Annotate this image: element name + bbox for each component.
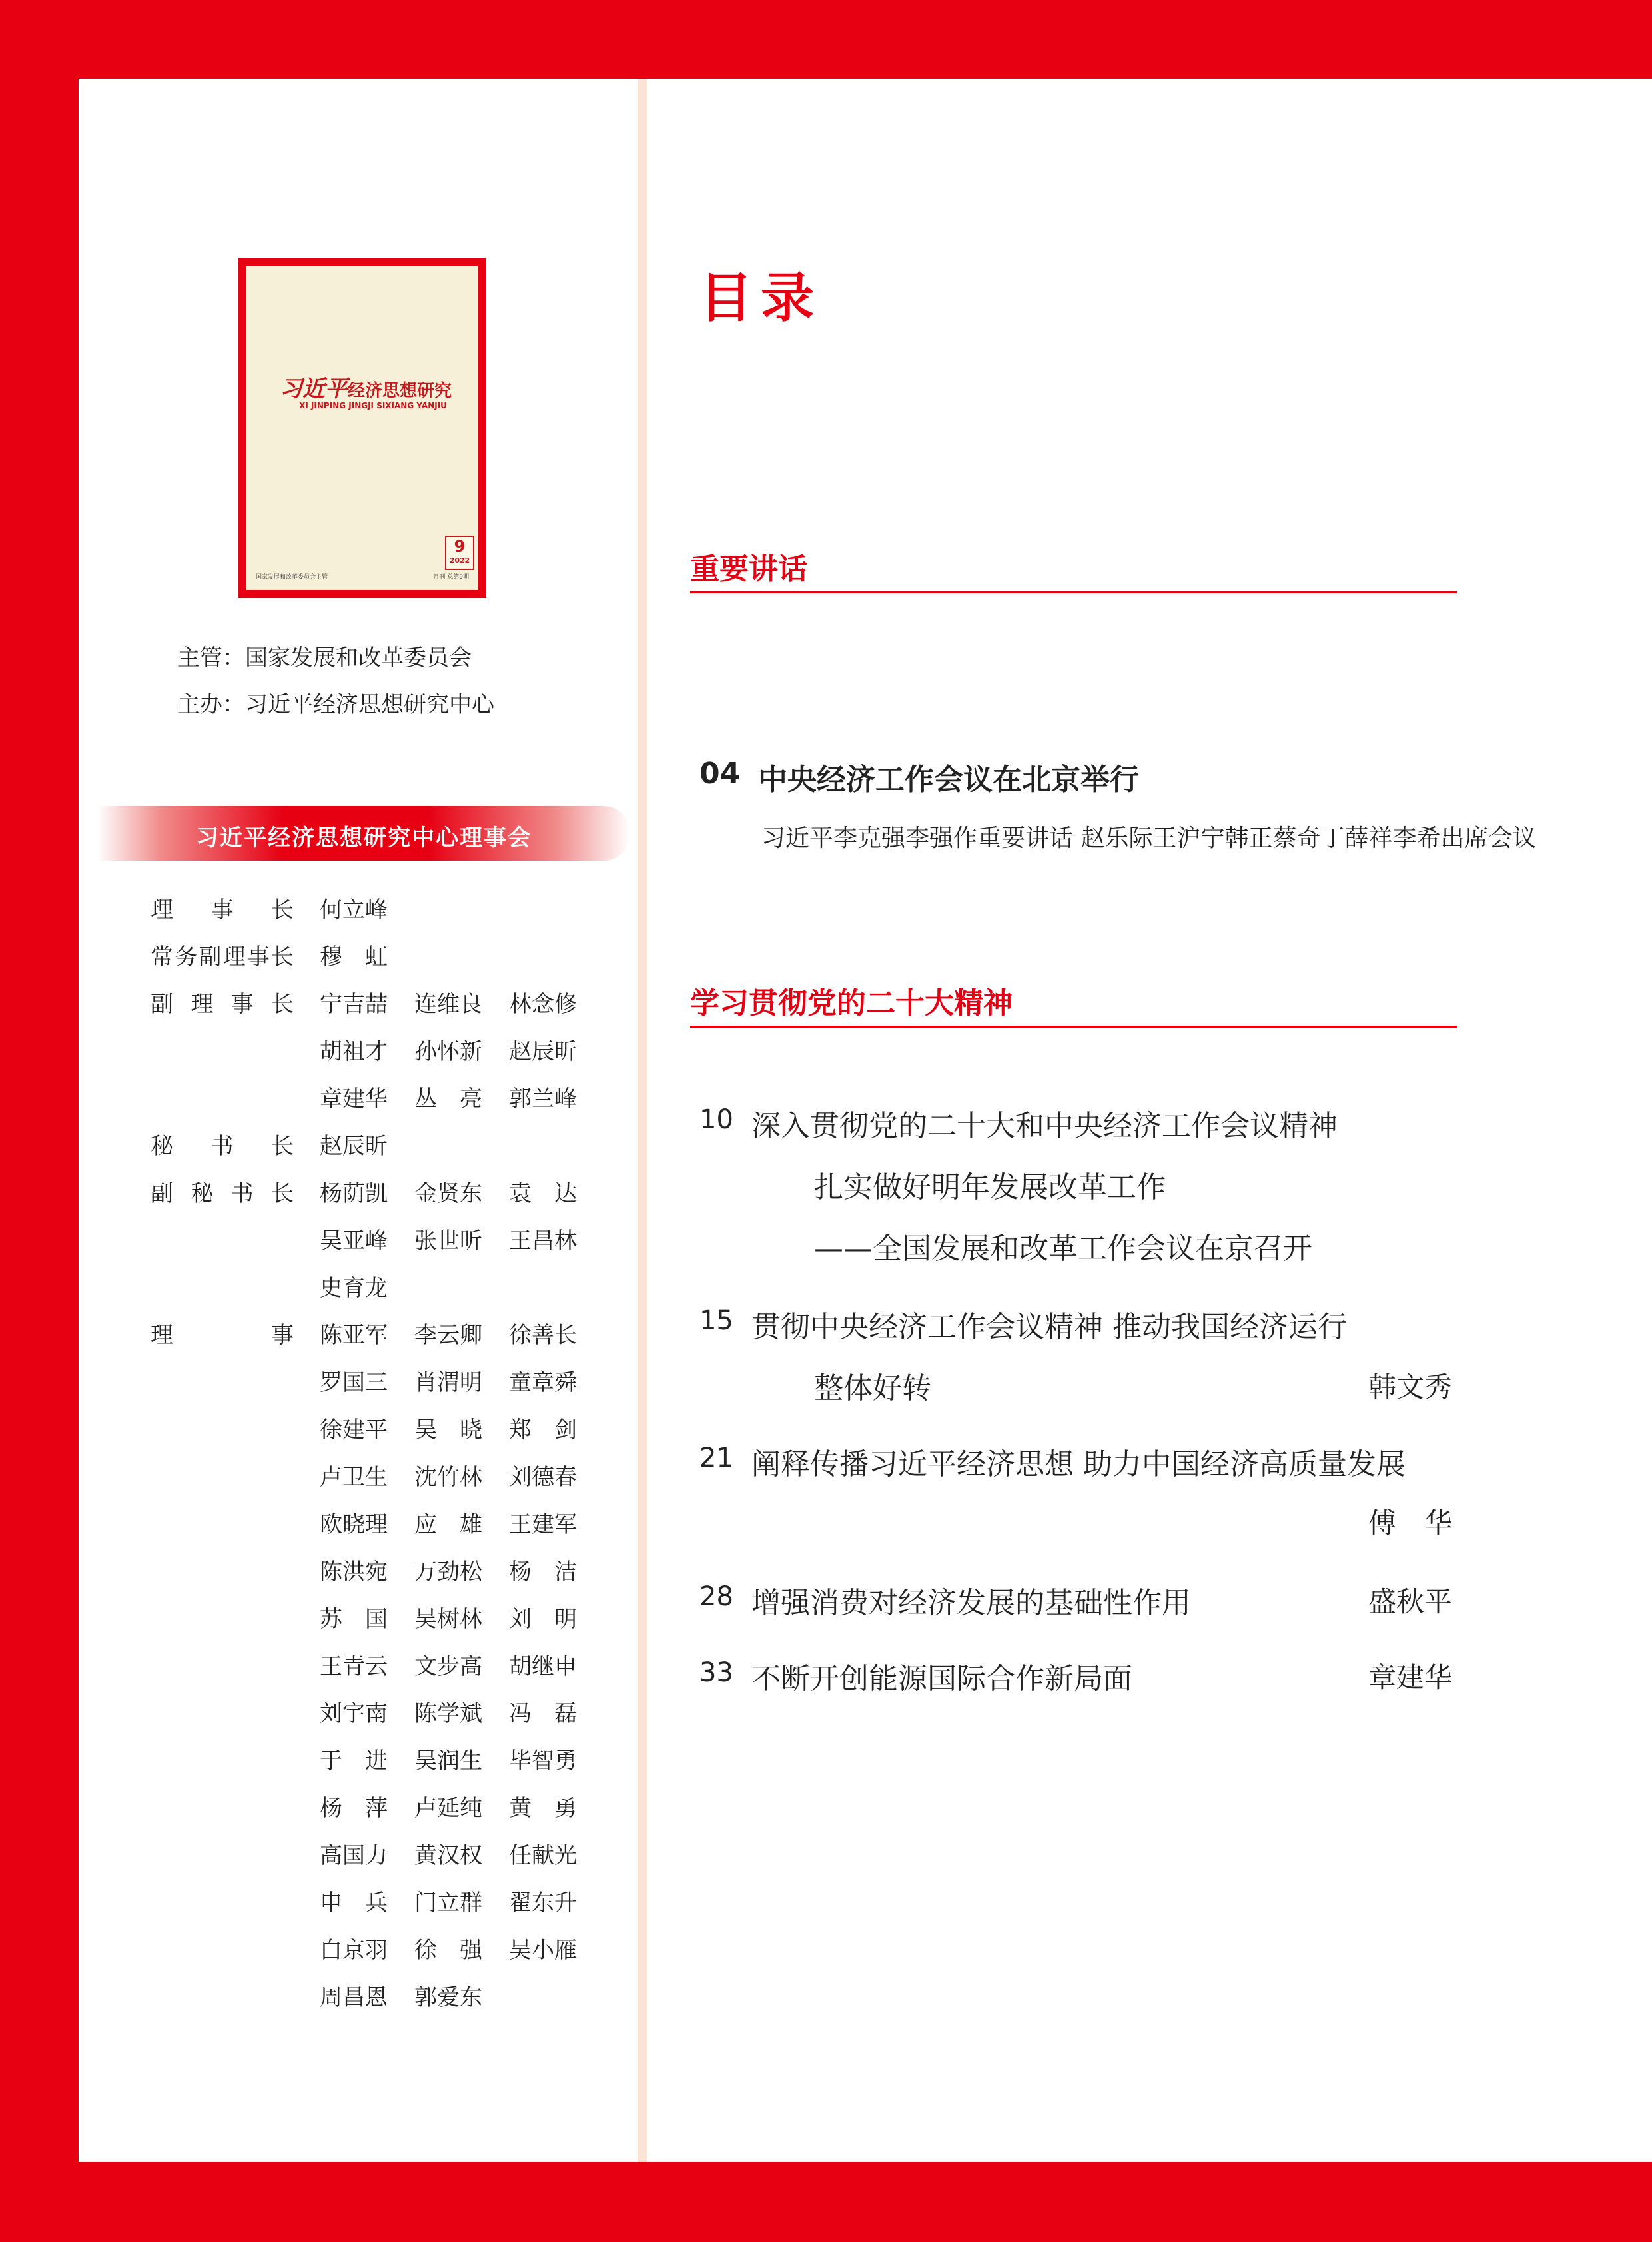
- entry-title-line[interactable]: ——全国发展和改革工作会议在京召开: [814, 1232, 1312, 1266]
- council-member-name: 白京羽: [320, 1937, 388, 1964]
- council-member-name: 肖渭明: [414, 1369, 482, 1396]
- council-member-name: 陈学斌: [414, 1700, 482, 1727]
- toc-title: 目录: [699, 267, 822, 329]
- council-member-name: 徐建平: [320, 1417, 388, 1443]
- council-member-name: 刘德春: [509, 1464, 577, 1491]
- council-member-name: 苏 国: [320, 1606, 388, 1633]
- council-role: 常务副理事长: [151, 944, 294, 970]
- council-member-name: 郭爱东: [414, 1984, 482, 2011]
- council-member-name: 穆 虹: [320, 944, 388, 970]
- council-member-name: 应 雄: [414, 1511, 482, 1538]
- entry-title[interactable]: 贯彻中央经济工作会议精神 推动我国经济运行: [751, 1310, 1347, 1344]
- council-member-name: 吴 晓: [414, 1417, 482, 1443]
- council-member-name: 毕智勇: [509, 1748, 577, 1774]
- council-role: 秘书长: [151, 1133, 294, 1160]
- council-role: 副秘书长: [151, 1180, 294, 1207]
- cover-issue-badge: [445, 536, 474, 570]
- entry-author: 盛秋平: [1368, 1585, 1452, 1618]
- council-member-name: 任献光: [509, 1842, 577, 1869]
- council-member-name: 黄 勇: [509, 1795, 577, 1822]
- council-member-name: 章建华: [320, 1086, 388, 1112]
- cover-issue-number: 9: [454, 537, 466, 556]
- council-member-name: 陈洪宛: [320, 1559, 388, 1585]
- entry-page-number[interactable]: 15: [699, 1306, 733, 1336]
- council-member-name: 张世昕: [414, 1228, 482, 1254]
- council-member-name: 沈竹林: [414, 1464, 482, 1491]
- section-heading-text: 学习贯彻党的二十大精神: [690, 986, 1013, 1020]
- council-member-name: 胡祖才: [320, 1038, 388, 1065]
- council-member-name: 陈亚军: [320, 1322, 388, 1349]
- council-member-name: 刘 明: [509, 1606, 577, 1633]
- cover-inner: [246, 266, 478, 590]
- organizer-line: 主办：习近平经济思想研究中心: [177, 691, 494, 718]
- council-member-name: 郑 剑: [509, 1417, 577, 1443]
- council-member-name: 杨荫凯: [320, 1180, 388, 1207]
- council-member-name: 徐 强: [414, 1937, 482, 1964]
- council-member-name: 赵辰昕: [509, 1038, 577, 1065]
- council-member-name: 王青云: [320, 1653, 388, 1680]
- council-member-name: 高国力: [320, 1842, 388, 1869]
- cover-footer-left: 国家发展和改革委员会主管: [256, 574, 328, 581]
- council-member-name: 吴亚峰: [320, 1228, 388, 1254]
- council-member-name: 丛 亮: [414, 1086, 482, 1112]
- council-member-name: 连维良: [414, 991, 482, 1018]
- cover-logo: [280, 370, 452, 403]
- council-member-name: 欧晓理: [320, 1511, 388, 1538]
- council-member-name: 孙怀新: [414, 1038, 482, 1065]
- entry-page-number[interactable]: 10: [699, 1104, 733, 1135]
- council-member-name: 王昌林: [509, 1228, 577, 1254]
- entry-author: 章建华: [1368, 1661, 1452, 1694]
- entry-title[interactable]: 不断开创能源国际合作新局面: [751, 1662, 1132, 1696]
- cover-logo-script: 习近平: [280, 376, 348, 402]
- council-member-name: 文步高: [414, 1653, 482, 1680]
- council-member-name: 冯 磊: [509, 1700, 577, 1727]
- entry-title[interactable]: 中央经济工作会议在北京举行: [758, 763, 1139, 797]
- council-role: 副理事长: [151, 991, 294, 1018]
- entry-page-number[interactable]: 21: [699, 1443, 733, 1473]
- council-member-name: 袁 达: [509, 1180, 577, 1207]
- cover-pinyin: XI JINPING JINGJI SIXIANG YANJIU: [299, 401, 447, 410]
- column-divider: [638, 79, 647, 2162]
- council-member-name: 郭兰峰: [509, 1086, 577, 1112]
- council-member-name: 赵辰昕: [320, 1133, 388, 1160]
- cover-issue-year: 2022: [449, 556, 470, 565]
- council-member-name: 周昌恩: [320, 1984, 388, 2011]
- council-member-name: 黄汉权: [414, 1842, 482, 1869]
- council-member-name: 林念修: [509, 991, 577, 1018]
- council-member-name: 于 进: [320, 1748, 388, 1774]
- cover-logo-text: 经济思想研究: [348, 381, 452, 401]
- council-member-name: 门立群: [414, 1890, 482, 1916]
- entry-title-line[interactable]: 扎实做好明年发展改革工作: [814, 1170, 1166, 1204]
- entry-subtitle: 习近平李克强李强作重要讲话 赵乐际王沪宁韩正蔡奇丁薛祥李希出席会议: [761, 825, 1537, 852]
- entry-page-number[interactable]: 04: [699, 757, 741, 791]
- entry-author: 傅 华: [1368, 1507, 1452, 1539]
- page: [79, 79, 1652, 2162]
- council-member-name: 万劲松: [414, 1559, 482, 1585]
- council-role: 理事长: [151, 897, 294, 923]
- supervisor-line: 主管：国家发展和改革委员会: [177, 645, 472, 671]
- section-heading-text: 重要讲话: [690, 552, 807, 586]
- council-member-name: 翟东升: [509, 1890, 577, 1916]
- cover-footer-right: 月刊 总第9期: [433, 574, 469, 581]
- council-member-name: 吴润生: [414, 1748, 482, 1774]
- council-member-name: 杨 萍: [320, 1795, 388, 1822]
- council-title: 习近平经济思想研究中心理事会: [196, 825, 532, 851]
- council-member-name: 宁吉喆: [320, 991, 388, 1018]
- council-member-name: 何立峰: [320, 897, 388, 923]
- council-role: 理事: [151, 1322, 294, 1349]
- entry-title[interactable]: 深入贯彻党的二十大和中央经济工作会议精神: [751, 1109, 1338, 1143]
- council-member-name: 吴小雁: [509, 1937, 577, 1964]
- entry-author: 韩文秀: [1368, 1371, 1452, 1403]
- council-member-name: 金贤东: [414, 1180, 482, 1207]
- council-member-name: 刘宇南: [320, 1700, 388, 1727]
- section-heading-study: [690, 979, 1457, 1028]
- council-member-name: 罗国三: [320, 1369, 388, 1396]
- section-heading-speeches: [690, 545, 1457, 593]
- entry-page-number[interactable]: 28: [699, 1581, 733, 1612]
- entry-title[interactable]: 阐释传播习近平经济思想 助力中国经济高质量发展: [751, 1447, 1406, 1481]
- council-member-name: 胡继申: [509, 1653, 577, 1680]
- council-member-name: 卢卫生: [320, 1464, 388, 1491]
- entry-title[interactable]: 增强消费对经济发展的基础性作用: [751, 1586, 1191, 1620]
- council-member-name: 徐善长: [509, 1322, 577, 1349]
- council-member-name: 吴树林: [414, 1606, 482, 1633]
- entry-page-number[interactable]: 33: [699, 1657, 733, 1688]
- entry-title-line[interactable]: 整体好转: [814, 1371, 931, 1405]
- council-member-name: 申 兵: [320, 1890, 388, 1916]
- council-member-name: 杨 洁: [509, 1559, 577, 1585]
- council-member-name: 卢延纯: [414, 1795, 482, 1822]
- council-member-name: 童章舜: [509, 1369, 577, 1396]
- magazine-cover: [238, 258, 486, 598]
- council-member-name: 李云卿: [414, 1322, 482, 1349]
- council-member-name: 史育龙: [320, 1275, 388, 1302]
- council-banner: [97, 806, 630, 861]
- council-member-name: 王建军: [509, 1511, 577, 1538]
